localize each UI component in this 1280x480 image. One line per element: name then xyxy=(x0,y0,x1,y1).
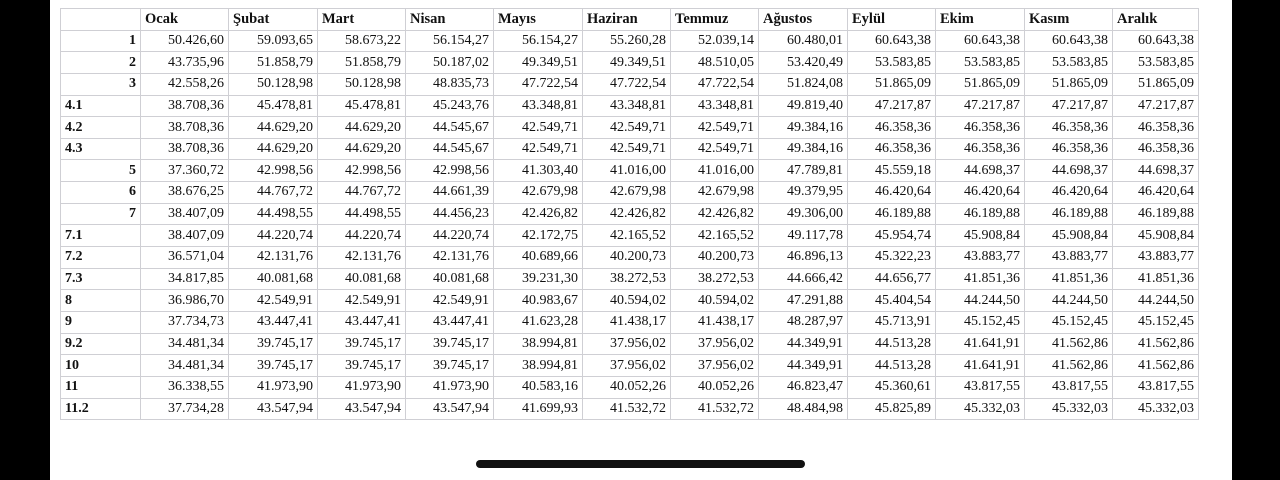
table-cell: 45.825,89 xyxy=(848,398,936,420)
table-cell: 37.734,73 xyxy=(141,311,229,333)
table-cell: 41.641,91 xyxy=(936,355,1025,377)
row-label: 4.2 xyxy=(61,117,141,139)
table-cell: 51.824,08 xyxy=(759,73,848,95)
table-cell: 56.154,27 xyxy=(406,30,494,52)
table-row xyxy=(61,182,1199,204)
row-label: 7.1 xyxy=(61,225,141,247)
table-cell: 45.332,03 xyxy=(936,398,1025,420)
table-body xyxy=(61,30,1199,420)
table-cell: 40.052,26 xyxy=(583,376,671,398)
table-cell: 44.244,50 xyxy=(1113,290,1199,312)
table-row xyxy=(61,160,1199,182)
table-cell: 47.722,54 xyxy=(583,73,671,95)
table-cell: 43.447,41 xyxy=(318,311,406,333)
table-cell: 43.883,77 xyxy=(936,247,1025,269)
table-cell: 44.513,28 xyxy=(848,355,936,377)
table-cell: 60.480,01 xyxy=(759,30,848,52)
table-cell: 44.220,74 xyxy=(229,225,318,247)
table-cell: 41.973,90 xyxy=(229,376,318,398)
table-cell: 45.332,03 xyxy=(1113,398,1199,420)
table-cell: 60.643,38 xyxy=(936,30,1025,52)
table-cell: 49.117,78 xyxy=(759,225,848,247)
table-cell: 42.549,71 xyxy=(671,138,759,160)
table-cell: 40.200,73 xyxy=(583,247,671,269)
table-cell: 38.994,81 xyxy=(494,333,583,355)
table-cell: 46.358,36 xyxy=(1113,117,1199,139)
table-cell: 47.789,81 xyxy=(759,160,848,182)
row-label: 5 xyxy=(61,160,141,182)
row-label: 10 xyxy=(61,355,141,377)
table-cell: 48.510,05 xyxy=(671,52,759,74)
table-cell: 46.420,64 xyxy=(1025,182,1113,204)
table-row xyxy=(61,355,1199,377)
table-cell: 38.708,36 xyxy=(141,117,229,139)
table-cell: 43.817,55 xyxy=(936,376,1025,398)
row-label: 1 xyxy=(61,30,141,52)
table-cell: 40.689,66 xyxy=(494,247,583,269)
table-cell: 45.559,18 xyxy=(848,160,936,182)
table-cell: 47.217,87 xyxy=(1113,95,1199,117)
table-cell: 41.623,28 xyxy=(494,311,583,333)
table-cell: 44.349,91 xyxy=(759,333,848,355)
table-cell: 44.629,20 xyxy=(229,138,318,160)
table-cell: 42.165,52 xyxy=(671,225,759,247)
table-cell: 53.583,85 xyxy=(936,52,1025,74)
table-cell: 42.549,71 xyxy=(583,138,671,160)
table-cell: 58.673,22 xyxy=(318,30,406,52)
table-row xyxy=(61,376,1199,398)
row-label: 7.2 xyxy=(61,247,141,269)
table-cell: 41.303,40 xyxy=(494,160,583,182)
table-cell: 51.865,09 xyxy=(1113,73,1199,95)
table-cell: 45.360,61 xyxy=(848,376,936,398)
table-cell: 34.817,85 xyxy=(141,268,229,290)
table-cell: 60.643,38 xyxy=(1113,30,1199,52)
row-label: 9 xyxy=(61,311,141,333)
table-cell: 40.594,02 xyxy=(671,290,759,312)
table-cell: 47.217,87 xyxy=(936,95,1025,117)
table-cell: 43.817,55 xyxy=(1113,376,1199,398)
table-cell: 42.165,52 xyxy=(583,225,671,247)
table-cell: 39.745,17 xyxy=(406,355,494,377)
table-cell: 43.883,77 xyxy=(1025,247,1113,269)
home-indicator-bar[interactable] xyxy=(476,460,805,468)
table-cell: 43.447,41 xyxy=(406,311,494,333)
table-cell: 38.994,81 xyxy=(494,355,583,377)
table-cell: 45.152,45 xyxy=(1113,311,1199,333)
table-cell: 41.851,36 xyxy=(1025,268,1113,290)
table-cell: 42.549,71 xyxy=(494,117,583,139)
table-cell: 41.851,36 xyxy=(1113,268,1199,290)
table-cell: 49.819,40 xyxy=(759,95,848,117)
month-header: Mayıs xyxy=(494,9,583,31)
table-cell: 42.131,76 xyxy=(406,247,494,269)
table-row xyxy=(61,138,1199,160)
table-cell: 46.823,47 xyxy=(759,376,848,398)
table-cell: 42.998,56 xyxy=(406,160,494,182)
table-cell: 43.547,94 xyxy=(406,398,494,420)
table-cell: 44.629,20 xyxy=(318,117,406,139)
row-label: 2 xyxy=(61,52,141,74)
table-cell: 41.562,86 xyxy=(1025,355,1113,377)
table-cell: 41.699,93 xyxy=(494,398,583,420)
table-cell: 46.358,36 xyxy=(1025,138,1113,160)
table-cell: 44.220,74 xyxy=(318,225,406,247)
table-row xyxy=(61,95,1199,117)
table-cell: 49.349,51 xyxy=(494,52,583,74)
document-page xyxy=(50,0,1232,480)
table-cell: 44.767,72 xyxy=(318,182,406,204)
month-header: Eylül xyxy=(848,9,936,31)
table-cell: 43.348,81 xyxy=(494,95,583,117)
table-cell: 41.562,86 xyxy=(1113,355,1199,377)
table-cell: 45.322,23 xyxy=(848,247,936,269)
table-cell: 44.767,72 xyxy=(229,182,318,204)
table-cell: 45.478,81 xyxy=(229,95,318,117)
table-cell: 50.128,98 xyxy=(318,73,406,95)
table-cell: 42.679,98 xyxy=(671,182,759,204)
row-label: 4.3 xyxy=(61,138,141,160)
table-cell: 53.420,49 xyxy=(759,52,848,74)
table-cell: 45.908,84 xyxy=(1113,225,1199,247)
table-cell: 36.338,55 xyxy=(141,376,229,398)
table-row xyxy=(61,398,1199,420)
table-cell: 46.189,88 xyxy=(1025,203,1113,225)
table-cell: 34.481,34 xyxy=(141,333,229,355)
table-cell: 38.708,36 xyxy=(141,138,229,160)
table-cell: 42.549,91 xyxy=(318,290,406,312)
table-cell: 46.420,64 xyxy=(936,182,1025,204)
table-cell: 51.858,79 xyxy=(229,52,318,74)
table-cell: 42.549,71 xyxy=(671,117,759,139)
table-cell: 48.484,98 xyxy=(759,398,848,420)
table-cell: 42.998,56 xyxy=(318,160,406,182)
table-cell: 44.456,23 xyxy=(406,203,494,225)
table-cell: 41.973,90 xyxy=(406,376,494,398)
table-cell: 40.200,73 xyxy=(671,247,759,269)
table-cell: 39.231,30 xyxy=(494,268,583,290)
table-cell: 39.745,17 xyxy=(318,333,406,355)
table-row xyxy=(61,225,1199,247)
table-cell: 44.666,42 xyxy=(759,268,848,290)
table-row xyxy=(61,268,1199,290)
table-cell: 60.643,38 xyxy=(1025,30,1113,52)
table-cell: 45.713,91 xyxy=(848,311,936,333)
table-cell: 48.835,73 xyxy=(406,73,494,95)
table-cell: 44.698,37 xyxy=(1113,160,1199,182)
table-cell: 42.549,71 xyxy=(494,138,583,160)
table-row xyxy=(61,311,1199,333)
table-cell: 38.272,53 xyxy=(671,268,759,290)
table-cell: 42.679,98 xyxy=(583,182,671,204)
table-cell: 36.571,04 xyxy=(141,247,229,269)
table-cell: 44.629,20 xyxy=(318,138,406,160)
table-cell: 41.016,00 xyxy=(671,160,759,182)
table-cell: 46.358,36 xyxy=(848,117,936,139)
table-cell: 42.558,26 xyxy=(141,73,229,95)
table-cell: 38.272,53 xyxy=(583,268,671,290)
table-cell: 46.189,88 xyxy=(936,203,1025,225)
month-header: Ekim xyxy=(936,9,1025,31)
table-row xyxy=(61,290,1199,312)
table-cell: 47.722,54 xyxy=(494,73,583,95)
month-header: Mart xyxy=(318,9,406,31)
table-cell: 44.498,55 xyxy=(229,203,318,225)
table-cell: 42.426,82 xyxy=(583,203,671,225)
table-cell: 39.745,17 xyxy=(229,355,318,377)
table-cell: 43.348,81 xyxy=(671,95,759,117)
table-cell: 46.358,36 xyxy=(848,138,936,160)
table-cell: 50.426,60 xyxy=(141,30,229,52)
table-cell: 49.384,16 xyxy=(759,117,848,139)
table-cell: 42.131,76 xyxy=(229,247,318,269)
table-cell: 49.384,16 xyxy=(759,138,848,160)
table-cell: 45.954,74 xyxy=(848,225,936,247)
table-cell: 40.081,68 xyxy=(318,268,406,290)
table-cell: 44.244,50 xyxy=(936,290,1025,312)
table-cell: 40.081,68 xyxy=(406,268,494,290)
table-cell: 47.217,87 xyxy=(848,95,936,117)
row-label: 9.2 xyxy=(61,333,141,355)
table-cell: 46.358,36 xyxy=(1113,138,1199,160)
table-cell: 45.152,45 xyxy=(1025,311,1113,333)
table-cell: 43.735,96 xyxy=(141,52,229,74)
month-header: Ocak xyxy=(141,9,229,31)
table-cell: 46.420,64 xyxy=(1113,182,1199,204)
table-cell: 49.306,00 xyxy=(759,203,848,225)
table-cell: 44.661,39 xyxy=(406,182,494,204)
table-cell: 45.908,84 xyxy=(936,225,1025,247)
month-header: Temmuz xyxy=(671,9,759,31)
table-row xyxy=(61,73,1199,95)
table-cell: 51.865,09 xyxy=(848,73,936,95)
table-cell: 41.532,72 xyxy=(583,398,671,420)
row-label: 11.2 xyxy=(61,398,141,420)
table-cell: 44.498,55 xyxy=(318,203,406,225)
table-cell: 49.379,95 xyxy=(759,182,848,204)
table-cell: 46.189,88 xyxy=(1113,203,1199,225)
table-cell: 59.093,65 xyxy=(229,30,318,52)
month-header: Ağustos xyxy=(759,9,848,31)
table-cell: 45.404,54 xyxy=(848,290,936,312)
table-cell: 46.189,88 xyxy=(848,203,936,225)
table-cell: 39.745,17 xyxy=(406,333,494,355)
month-header: Şubat xyxy=(229,9,318,31)
table-cell: 41.438,17 xyxy=(583,311,671,333)
table-cell: 38.676,25 xyxy=(141,182,229,204)
row-label: 6 xyxy=(61,182,141,204)
table-cell: 41.973,90 xyxy=(318,376,406,398)
table-cell: 53.583,85 xyxy=(848,52,936,74)
month-header: Haziran xyxy=(583,9,671,31)
table-cell: 41.641,91 xyxy=(936,333,1025,355)
table-cell: 51.865,09 xyxy=(1025,73,1113,95)
table-cell: 40.583,16 xyxy=(494,376,583,398)
table-cell: 52.039,14 xyxy=(671,30,759,52)
table-cell: 46.358,36 xyxy=(1025,117,1113,139)
table-cell: 41.438,17 xyxy=(671,311,759,333)
table-cell: 42.998,56 xyxy=(229,160,318,182)
header-row xyxy=(61,9,1199,31)
row-label: 11 xyxy=(61,376,141,398)
table-cell: 39.745,17 xyxy=(229,333,318,355)
table-cell: 45.152,45 xyxy=(936,311,1025,333)
table-cell: 46.358,36 xyxy=(936,138,1025,160)
table-cell: 45.478,81 xyxy=(318,95,406,117)
row-label: 7 xyxy=(61,203,141,225)
table-cell: 45.243,76 xyxy=(406,95,494,117)
row-label: 7.3 xyxy=(61,268,141,290)
table-cell: 47.217,87 xyxy=(1025,95,1113,117)
table-cell: 42.679,98 xyxy=(494,182,583,204)
table-cell: 43.817,55 xyxy=(1025,376,1113,398)
table-cell: 42.131,76 xyxy=(318,247,406,269)
table-cell: 41.532,72 xyxy=(671,398,759,420)
table-cell: 48.287,97 xyxy=(759,311,848,333)
table-cell: 44.698,37 xyxy=(936,160,1025,182)
table-cell: 44.629,20 xyxy=(229,117,318,139)
table-cell: 51.858,79 xyxy=(318,52,406,74)
table-cell: 46.420,64 xyxy=(848,182,936,204)
table-cell: 40.081,68 xyxy=(229,268,318,290)
row-label: 8 xyxy=(61,290,141,312)
table-cell: 44.545,67 xyxy=(406,117,494,139)
table-cell: 49.349,51 xyxy=(583,52,671,74)
month-header: Nisan xyxy=(406,9,494,31)
table-cell: 41.562,86 xyxy=(1025,333,1113,355)
table-cell: 44.698,37 xyxy=(1025,160,1113,182)
table-cell: 44.545,67 xyxy=(406,138,494,160)
salary-table xyxy=(60,8,1199,420)
table-cell: 42.426,82 xyxy=(671,203,759,225)
row-label: 4.1 xyxy=(61,95,141,117)
table-cell: 60.643,38 xyxy=(848,30,936,52)
table-cell: 41.851,36 xyxy=(936,268,1025,290)
table-row xyxy=(61,30,1199,52)
table-cell: 51.865,09 xyxy=(936,73,1025,95)
table-cell: 44.244,50 xyxy=(1025,290,1113,312)
table-cell: 45.332,03 xyxy=(1025,398,1113,420)
table-row xyxy=(61,247,1199,269)
table-cell: 50.187,02 xyxy=(406,52,494,74)
table-cell: 37.956,02 xyxy=(583,333,671,355)
table-cell: 44.513,28 xyxy=(848,333,936,355)
month-header: Kasım xyxy=(1025,9,1113,31)
table-cell: 42.549,91 xyxy=(229,290,318,312)
table-cell: 44.220,74 xyxy=(406,225,494,247)
table-cell: 44.656,77 xyxy=(848,268,936,290)
table-cell: 43.447,41 xyxy=(229,311,318,333)
table-row xyxy=(61,117,1199,139)
table-cell: 53.583,85 xyxy=(1025,52,1113,74)
table-cell: 43.883,77 xyxy=(1113,247,1199,269)
table-cell: 56.154,27 xyxy=(494,30,583,52)
table-cell: 55.260,28 xyxy=(583,30,671,52)
table-cell: 41.016,00 xyxy=(583,160,671,182)
table-row xyxy=(61,333,1199,355)
table-cell: 37.360,72 xyxy=(141,160,229,182)
table-cell: 43.547,94 xyxy=(229,398,318,420)
month-header: Aralık xyxy=(1113,9,1199,31)
table-cell: 38.407,09 xyxy=(141,203,229,225)
table-cell: 38.708,36 xyxy=(141,95,229,117)
table-cell: 46.358,36 xyxy=(936,117,1025,139)
table-cell: 42.549,91 xyxy=(406,290,494,312)
table-cell: 40.983,67 xyxy=(494,290,583,312)
table-cell: 43.547,94 xyxy=(318,398,406,420)
table-cell: 53.583,85 xyxy=(1113,52,1199,74)
table-cell: 43.348,81 xyxy=(583,95,671,117)
table-cell: 40.594,02 xyxy=(583,290,671,312)
table-cell: 47.291,88 xyxy=(759,290,848,312)
table-cell: 39.745,17 xyxy=(318,355,406,377)
table-cell: 34.481,34 xyxy=(141,355,229,377)
table-cell: 37.956,02 xyxy=(583,355,671,377)
table-cell: 37.956,02 xyxy=(671,355,759,377)
table-cell: 45.908,84 xyxy=(1025,225,1113,247)
table-row xyxy=(61,203,1199,225)
table-cell: 47.722,54 xyxy=(671,73,759,95)
table-cell: 41.562,86 xyxy=(1113,333,1199,355)
table-cell: 42.172,75 xyxy=(494,225,583,247)
table-cell: 50.128,98 xyxy=(229,73,318,95)
table-cell: 37.956,02 xyxy=(671,333,759,355)
table-row xyxy=(61,52,1199,74)
table-cell: 36.986,70 xyxy=(141,290,229,312)
table-cell: 46.896,13 xyxy=(759,247,848,269)
corner-cell xyxy=(61,9,141,31)
table-cell: 42.549,71 xyxy=(583,117,671,139)
table-cell: 38.407,09 xyxy=(141,225,229,247)
row-label: 3 xyxy=(61,73,141,95)
table-cell: 42.426,82 xyxy=(494,203,583,225)
table-cell: 37.734,28 xyxy=(141,398,229,420)
table-cell: 44.349,91 xyxy=(759,355,848,377)
table-cell: 40.052,26 xyxy=(671,376,759,398)
